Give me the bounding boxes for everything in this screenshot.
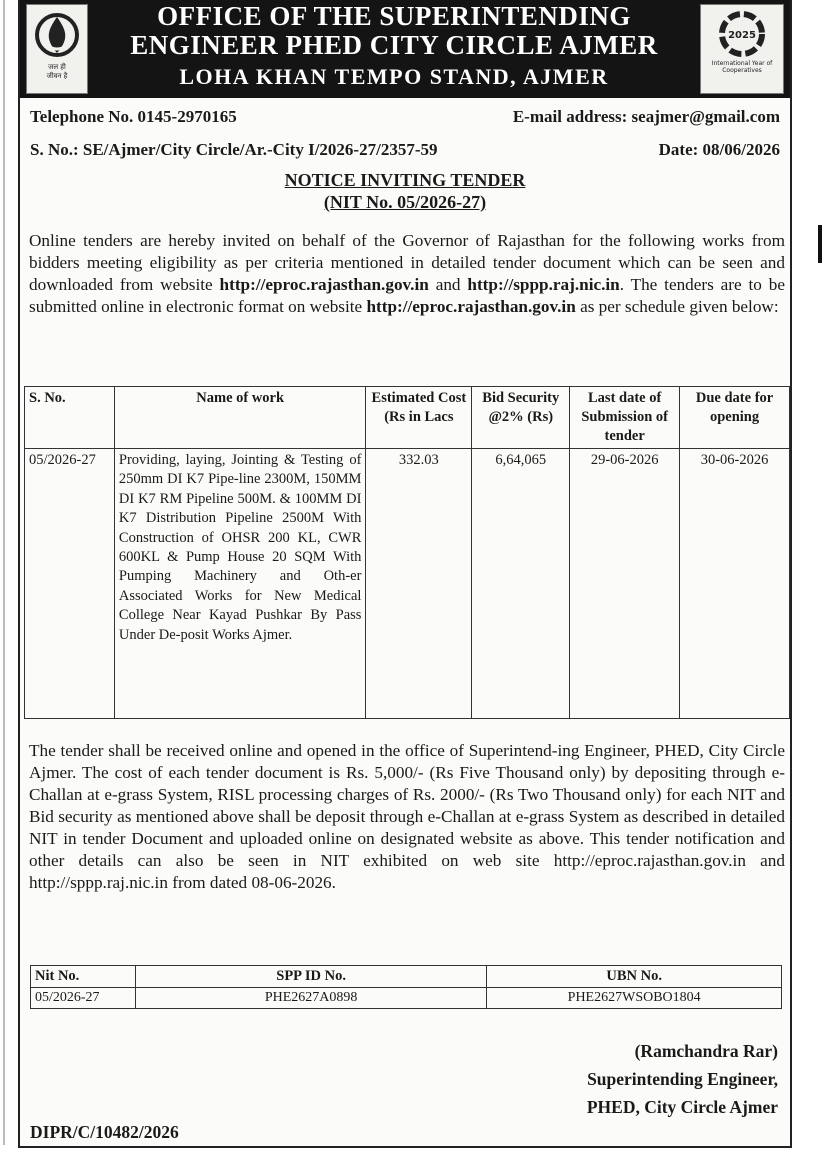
notice-date: Date: 08/06/2026	[658, 140, 780, 159]
nit-col-ubn: UBN No.	[487, 966, 782, 988]
tender-details-paragraph: The tender shall be received online and opened in the office of Superintend-ing Engineer, PHED, City Circle Ajmer. The cost of each tender document is Rs. 5,000/- (Rs Five Thousand only) by depositing through e-Challan at e-grass System, RISL processing charges of Rs. 2000/- (Rs Two Thousand only) for each NIT and Bid security as mentioned above shall be deposit through e-Challan at e-grass System as described in detailed NIT in tender Document and uploaded online on designated website as above. This tender notification and other details can also be seen in NIT exhibited on web site http://eproc.rajasthan.gov.in and http://sppp.raj.nic.in from dated 08-06-2026.	[29, 741, 785, 892]
nit-cell-ubn: PHE2627WSOBO1804	[487, 988, 782, 1009]
signatory-designation: Superintending Engineer,	[587, 1069, 778, 1089]
col-bid-security: Bid Security @2% (Rs)	[472, 387, 570, 449]
cooperatives-logo	[700, 4, 784, 94]
cooperative-year-logo-icon	[712, 9, 772, 59]
office-title-line1: OFFICE OF THE SUPERINTENDING	[157, 1, 631, 31]
telephone: Telephone No. 0145-2970165	[30, 107, 237, 126]
serial-number: S. No.: SE/Ajmer/City Circle/Ar.-City I/2026-27/2357-59	[30, 140, 438, 159]
nit-header-row	[31, 966, 782, 988]
sppp-link[interactable]: http://sppp.raj.nic.in	[467, 275, 620, 294]
dipr-code: DIPR/C/10482/2026	[30, 1122, 179, 1142]
tender-notice	[18, 0, 792, 1148]
nit-id-table	[30, 965, 782, 1009]
col-estimated-cost: Estimated Cost (Rs in Lacs	[366, 387, 472, 449]
cell-work: Providing, laying, Jointing & Testing of 250mm DI K7 Pipe-line 2300M, 150MM DI K7 RM Pipeline 500M. & 100MM DI K7 Distribution Pipeline 2500M With Construction of OHSR 200 KL, CWR 600KL & Pump House 20 SQM With Pumping Machinery and Oth-er Associated Works for New Medical College Near Kayad Pushkar By Pass Under De-posit Works Ajmer.	[114, 449, 366, 719]
cell-bid: 6,64,065	[472, 449, 570, 719]
signatory-name: (Ramchandra Rar)	[634, 1041, 778, 1061]
nit-cell-no: 05/2026-27	[31, 988, 136, 1009]
office-title-line2: ENGINEER PHED CITY CIRCLE AJMER	[130, 30, 658, 60]
scan-mark	[818, 225, 822, 263]
col-due-date: Due date for opening	[680, 387, 790, 449]
email-address: E-mail address: seajmer@gmail.com	[512, 107, 780, 126]
intro-paragraph	[29, 230, 785, 318]
notice-title: NOTICE INVITING TENDER	[284, 170, 526, 190]
office-address: LOHA KHAN TEMPO STAND, AJMER	[179, 64, 609, 89]
logo-caption-2: जीवन है	[46, 72, 68, 80]
tender-schedule-table	[24, 386, 790, 719]
table-header-row	[25, 387, 790, 449]
signatory-office: PHED, City Circle Ajmer	[586, 1097, 778, 1117]
col-last-date: Last date of Submission of tender	[570, 387, 680, 449]
nit-cell-spp: PHE2627A0898	[135, 988, 486, 1009]
eproc-link-2[interactable]: http://eproc.rajasthan.gov.in	[366, 297, 576, 316]
header-banner	[20, 0, 790, 98]
col-sno: S. No.	[25, 387, 115, 449]
eproc-link[interactable]: http://eproc.rajasthan.gov.in	[219, 275, 429, 294]
logo-year: 2025	[728, 30, 756, 41]
col-name-of-work: Name of work	[114, 387, 366, 449]
nit-col-no: Nit No.	[31, 966, 136, 988]
scan-edge	[3, 0, 5, 1145]
cell-cost: 332.03	[366, 449, 472, 719]
cell-last-date: 29-06-2026	[570, 449, 680, 719]
logo-caption-1: जल ही	[48, 63, 66, 71]
nit-number: (NIT No. 05/2026-27)	[323, 192, 487, 212]
cell-due-date: 30-06-2026	[680, 449, 790, 719]
cell-sno: 05/2026-27	[25, 449, 115, 719]
cooperatives-caption: International Year of Cooperatives	[711, 60, 773, 74]
nit-col-spp: SPP ID No.	[135, 966, 486, 988]
water-drop-logo-icon	[33, 9, 81, 63]
intro-text-2: and	[428, 275, 468, 294]
intro-text-4: as per schedule given below:	[575, 297, 779, 316]
intro-text-3: . The tenders are to be submitted online in electronic format on website	[29, 275, 785, 316]
intro-text-1: Online tenders are hereby invited on behalf of the Governor of Rajasthan for the following works from bidders meeting eligibility as per criteria mentioned in detailed tender document which can be seen and downloaded from website	[29, 231, 785, 294]
table-row	[31, 988, 782, 1009]
table-row	[25, 449, 790, 719]
phed-logo	[26, 4, 88, 94]
